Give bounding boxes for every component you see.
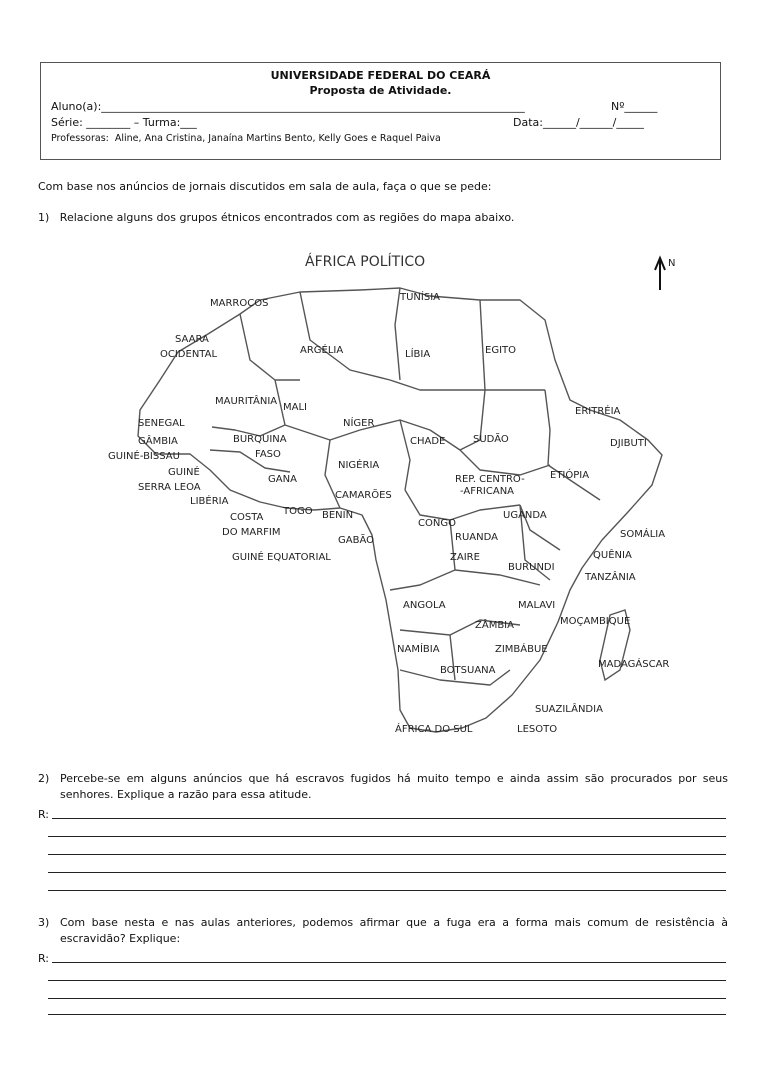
map-label: NAMÍBIA <box>397 644 440 655</box>
map-label: COSTA <box>230 512 264 523</box>
map-label: ZAIRE <box>450 552 480 563</box>
map-label: OCIDENTAL <box>160 349 218 360</box>
map-label: NÍGER <box>343 418 375 429</box>
intro-text: Com base nos anúncios de jornais discutidos em sala de aula, faça o que se pede: <box>38 180 492 193</box>
map-label: GUINÉ-BISSAU <box>108 451 180 462</box>
map-label: LIBÉRIA <box>190 496 229 507</box>
question-3-text: Com base nesta e nas aulas anteriores, podemos afirmar que a fuga era a forma mais comum de resistência à escravidão? Explique: <box>60 916 728 945</box>
map-label: RUANDA <box>455 532 498 543</box>
question-1-number: 1) <box>38 211 50 224</box>
answer-2-label: R: <box>38 808 50 821</box>
question-3-number: 3) <box>38 916 50 929</box>
north-arrow-icon <box>655 258 665 290</box>
map-label: BENIN <box>322 510 354 521</box>
map-label: MALAVI <box>518 600 556 611</box>
map-label: BURQUINA <box>233 434 287 445</box>
map-label: TOGO <box>283 506 313 517</box>
map-label: UGANDA <box>503 510 547 521</box>
map-label: DJIBUTI <box>610 438 647 449</box>
teachers-line: Professoras: Aline, Ana Cristina, Janaína Martins Bento, Kelly Goes e Raquel Paiva <box>51 133 441 144</box>
university-title: UNIVERSIDADE FEDERAL DO CEARÁ <box>270 69 491 82</box>
map-label: NIGÉRIA <box>338 460 380 471</box>
map-label: SUDÃO <box>473 434 509 445</box>
map-label: ETIÓPIA <box>550 470 590 481</box>
map-label: GABÃO <box>338 535 374 546</box>
question-1 <box>38 211 514 224</box>
answer-3-line[interactable] <box>52 962 726 963</box>
north-label: N <box>668 258 676 269</box>
map-title: ÁFRICA POLÍTICO <box>305 254 426 270</box>
map-label: DO MARFIM <box>222 527 281 538</box>
map-label: MAURITÂNIA <box>215 396 278 407</box>
answer-3-line[interactable] <box>48 1014 726 1015</box>
answer-3-line[interactable] <box>48 998 726 999</box>
grade-class-field[interactable]: Série: ________ – Turma:___ <box>51 116 197 129</box>
map-label: BOTSUANA <box>440 665 496 676</box>
map-label: MARROCOS <box>210 298 269 309</box>
question-1-text: Relacione alguns dos grupos étnicos encontrados com as regiões do mapa abaixo. <box>59 211 515 224</box>
map-label: ÁFRICA DO SUL <box>395 724 473 735</box>
map-label: CHADE <box>410 436 446 447</box>
answer-2-line[interactable] <box>48 872 726 873</box>
map-label: GANA <box>268 474 297 485</box>
map-label: SAARA <box>175 334 209 345</box>
question-2-number: 2) <box>38 772 50 785</box>
map-label: ZÂMBIA <box>475 620 514 631</box>
map-label: EGITO <box>485 345 516 356</box>
map-label: MALI <box>283 402 307 413</box>
student-number-field[interactable]: Nº______ <box>611 100 658 113</box>
map-label: ERITRÉIA <box>575 406 621 417</box>
question-2-text: Percebe-se em alguns anúncios que há escravos fugidos há muito tempo e ainda assim são procurados por seus senhores. Explique a razão para essa atitude. <box>60 772 728 801</box>
answer-2-line[interactable] <box>52 818 726 819</box>
header-box <box>40 62 721 160</box>
student-name-field[interactable]: Aluno(a):_____________________________________________________________________________ <box>51 100 525 113</box>
map-label: GUINÉ <box>168 467 200 478</box>
map-label: TANZÂNIA <box>585 572 636 583</box>
map-label: SENEGAL <box>138 418 185 429</box>
map-label: -AFRICANA <box>460 486 515 497</box>
activity-title: Proposta de Atividade. <box>309 84 452 97</box>
map-label: SOMÁLIA <box>620 529 666 540</box>
map-label: GUINÉ EQUATORIAL <box>232 552 331 563</box>
map-label: MADAGÁSCAR <box>598 659 670 670</box>
question-3 <box>38 915 728 947</box>
map-label: ARGÉLIA <box>300 345 344 356</box>
map-label: TUNÍSIA <box>400 292 440 303</box>
map-label: SERRA LEOA <box>138 482 201 493</box>
date-field[interactable]: Data:______/______/_____ <box>513 116 644 129</box>
question-2 <box>38 771 728 803</box>
answer-2-line[interactable] <box>48 854 726 855</box>
map-label: ANGOLA <box>403 600 446 611</box>
map-label: REP. CENTRO- <box>455 474 525 485</box>
map-label: ZIMBÁBUE <box>495 644 548 655</box>
map-label: CAMARÕES <box>335 490 392 501</box>
africa-map <box>100 240 700 755</box>
map-label: QUÊNIA <box>593 550 632 561</box>
map-label: CONGO <box>418 518 456 529</box>
answer-3-line[interactable] <box>48 980 726 981</box>
answer-3-label: R: <box>38 952 50 965</box>
answer-2-line[interactable] <box>48 890 726 891</box>
map-label: FASO <box>255 449 281 460</box>
answer-2-line[interactable] <box>48 836 726 837</box>
map-label: LÍBIA <box>405 349 431 360</box>
map-label: BURUNDI <box>508 562 555 573</box>
map-label: MOÇAMBIQUE <box>560 616 631 627</box>
map-label: GÂMBIA <box>138 436 178 447</box>
map-label: LESOTO <box>517 724 558 735</box>
map-label: SUAZILÂNDIA <box>535 704 603 715</box>
